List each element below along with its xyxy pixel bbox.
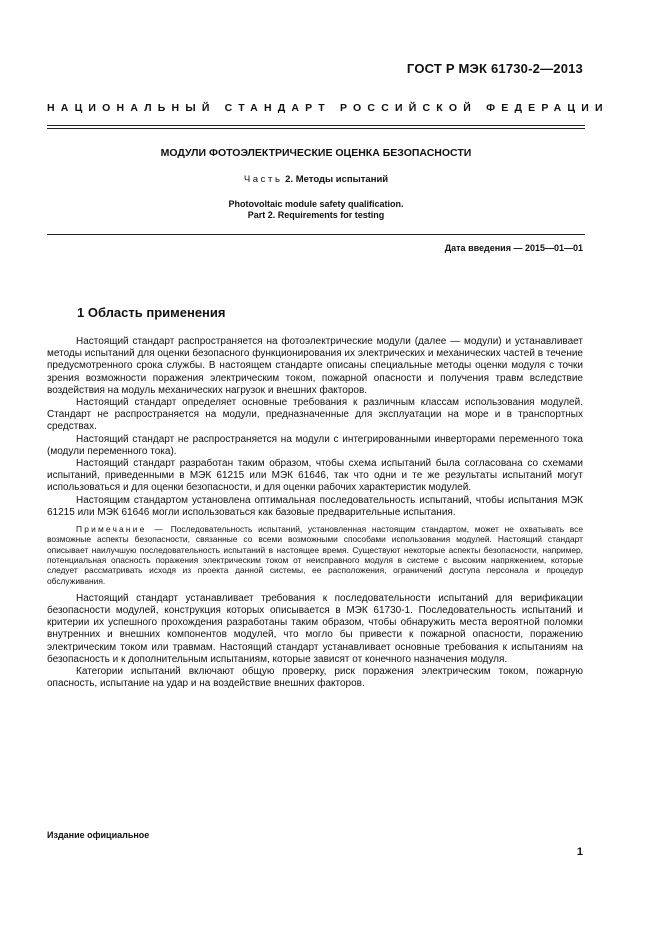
note-text: Последовательность испытаний, установленная настоящим стандартом, может не охватывать все возможные аспекты безопасности, связанные со всеми возможными способами использования модулей. Настоящий стандарт описывает наилучшую последовательность испытаний в настоящее время. Существуют некоторые аспекты безопасности, например, потенциальная опасность поражения электрическим током от неисправного модуля в системе с высоким напряжением, которые следует рассматривать исходя из проекта данной системы, ее расположения, ограничений доступа персонала и процедур обслуживания.	[47, 524, 584, 586]
paragraph: Настоящий стандарт распространяется на фотоэлектрические модули (далее — модули) и устанавливает методы испытаний для оценки безопасного функционирования их электрических и механических частей в течение предусмотренного срока службы. В настоящем стандарте описаны специальные методы оценки модуля с точки зрения возможности поражения электрическим током, пожарной опасности и получения травм вследствие воздействия на модуль механических нагрузок и внешних факторов.	[47, 336, 583, 396]
english-title-line1: Photovoltaic module safety qualification.	[228, 199, 404, 209]
page-number: 1	[576, 846, 583, 858]
national-standard-banner: НАЦИОНАЛЬНЫЙ СТАНДАРТ РОССИЙСКОЙ ФЕДЕРАЦИИ	[47, 102, 609, 114]
part-text: 2. Методы испытаний	[285, 174, 389, 185]
paragraph: Настоящий стандарт устанавливает требования к последовательности испытаний для верификации безопасности модулей, конструкция которых описывается в МЭК 61730-1. Последовательность испытаний и критерии их успешного прохождения разработаны таким образом, чтобы обнаружить места вероятной поломки внутренних и внешних компонентов модулей, что могло бы привести к пожарной опасности, поражению электрическим током или травмам. Настоящий стандарт устанавливает основные требования к испытаниям на безопасность и к дополнительным испытаниям, которые зависят от конечного назначения модуля.	[47, 592, 583, 665]
document-title: МОДУЛИ ФОТОЭЛЕКТРИЧЕСКИЕ ОЦЕНКА БЕЗОПАСНОСТИ	[160, 147, 472, 159]
english-title-line2: Part 2. Requirements for testing	[247, 210, 385, 220]
section-heading: 1 Область применения	[77, 305, 226, 320]
paragraph: Настоящий стандарт не распространяется на модули с интегрированными инверторами переменного тока (модули переменного тока).	[47, 433, 583, 457]
header-rule-top	[47, 125, 585, 126]
paragraph: Настоящий стандарт определяет основные требования к различным классам использования модулей. Стандарт не распространяется на модули, предназначенные для эксплуатации на море и в транспортных средствах.	[47, 397, 583, 433]
paragraph: Настоящим стандартом установлена оптимальная последовательность испытаний, чтобы испытания МЭК 61215 или МЭК 61646 могли использоваться как базовые предварительные испытания.	[47, 494, 583, 518]
english-title	[47, 199, 585, 221]
part-title	[47, 174, 585, 185]
part-label: Часть	[243, 174, 283, 185]
note-label: Примечание —	[76, 524, 165, 535]
section-body	[47, 336, 583, 690]
paragraph: Категории испытаний включают общую проверку, риск поражения электрическим током, пожарную опасность, испытание на удар и на воздействие внешних факторов.	[47, 666, 583, 690]
introduction-date: Дата введения — 2015—01—01	[444, 243, 583, 253]
standard-number: ГОСТ Р МЭК 61730-2—2013	[406, 61, 583, 76]
title-rule	[47, 234, 585, 235]
note	[47, 524, 583, 586]
paragraph: Настоящий стандарт разработан таким образом, чтобы схема испытаний была согласована со схемами испытаний, приведенными в МЭК 61215 или МЭК 61646, так что одни и те же результаты испытаний могут использоваться и для оценки безопасности, и для оценки рабочих характеристик модулей.	[47, 458, 583, 494]
edition-label: Издание официальное	[47, 830, 150, 840]
header-rule-bottom	[47, 128, 585, 129]
